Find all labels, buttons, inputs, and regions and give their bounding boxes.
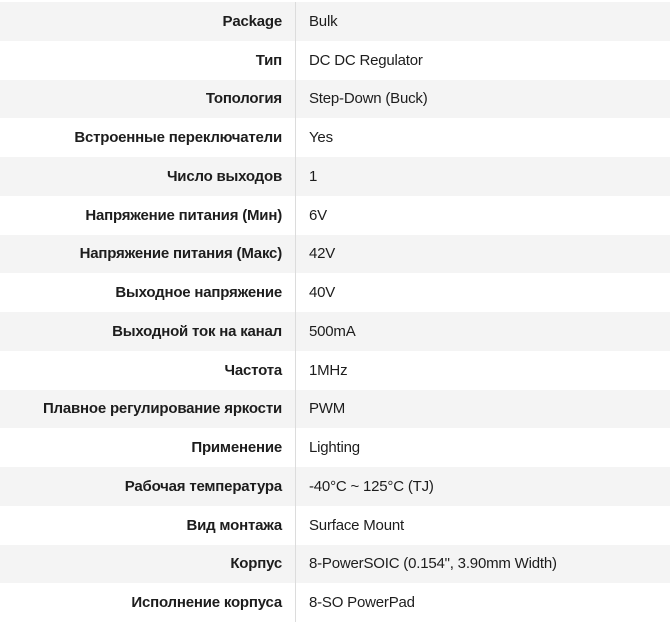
spec-value: Bulk — [309, 12, 338, 30]
spec-label: Частота — [0, 351, 296, 390]
spec-value: 8-SO PowerPad — [309, 594, 415, 612]
spec-value: 40V — [309, 284, 336, 302]
spec-row — [0, 235, 670, 274]
spec-label: Выходное напряжение — [0, 273, 296, 312]
spec-row — [0, 41, 670, 80]
spec-value: Lighting — [309, 439, 360, 457]
spec-label: Рабочая температура — [0, 467, 296, 506]
spec-label: Встроенные переключатели — [0, 118, 296, 157]
spec-value: -40°C ~ 125°C (TJ) — [309, 477, 434, 495]
spec-row — [0, 157, 670, 196]
spec-label: Исполнение корпуса — [0, 583, 296, 622]
spec-label: Число выходов — [0, 157, 296, 196]
spec-label: Корпус — [0, 545, 296, 584]
spec-row — [0, 196, 670, 235]
spec-row — [0, 273, 670, 312]
spec-label: Вид монтажа — [0, 506, 296, 545]
spec-value: 42V — [309, 245, 336, 263]
spec-row — [0, 545, 670, 584]
spec-value: 500mA — [309, 322, 356, 340]
spec-row — [0, 80, 670, 119]
spec-value: 8-PowerSOIC (0.154", 3.90mm Width) — [309, 555, 557, 573]
spec-value: DC DC Regulator — [309, 51, 423, 69]
spec-value: 6V — [309, 206, 327, 224]
spec-row — [0, 118, 670, 157]
spec-value: 1 — [309, 167, 318, 185]
spec-value: 1MHz — [309, 361, 348, 379]
spec-label: Package — [0, 2, 296, 41]
spec-value: Step-Down (Buck) — [309, 90, 428, 108]
spec-label: Тип — [0, 41, 296, 80]
spec-label: Плавное регулирование яркости — [0, 390, 296, 429]
spec-row — [0, 312, 670, 351]
spec-value: PWM — [309, 400, 346, 418]
spec-row — [0, 506, 670, 545]
spec-label: Напряжение питания (Макс) — [0, 235, 296, 274]
spec-row — [0, 2, 670, 41]
spec-label: Напряжение питания (Мин) — [0, 196, 296, 235]
spec-label: Топология — [0, 80, 296, 119]
spec-row — [0, 390, 670, 429]
spec-row — [0, 428, 670, 467]
spec-row — [0, 583, 670, 622]
spec-label: Применение — [0, 428, 296, 467]
spec-label: Выходной ток на канал — [0, 312, 296, 351]
spec-value: Yes — [309, 129, 333, 147]
spec-value: Surface Mount — [309, 516, 404, 534]
spec-row — [0, 351, 670, 390]
spec-row — [0, 467, 670, 506]
